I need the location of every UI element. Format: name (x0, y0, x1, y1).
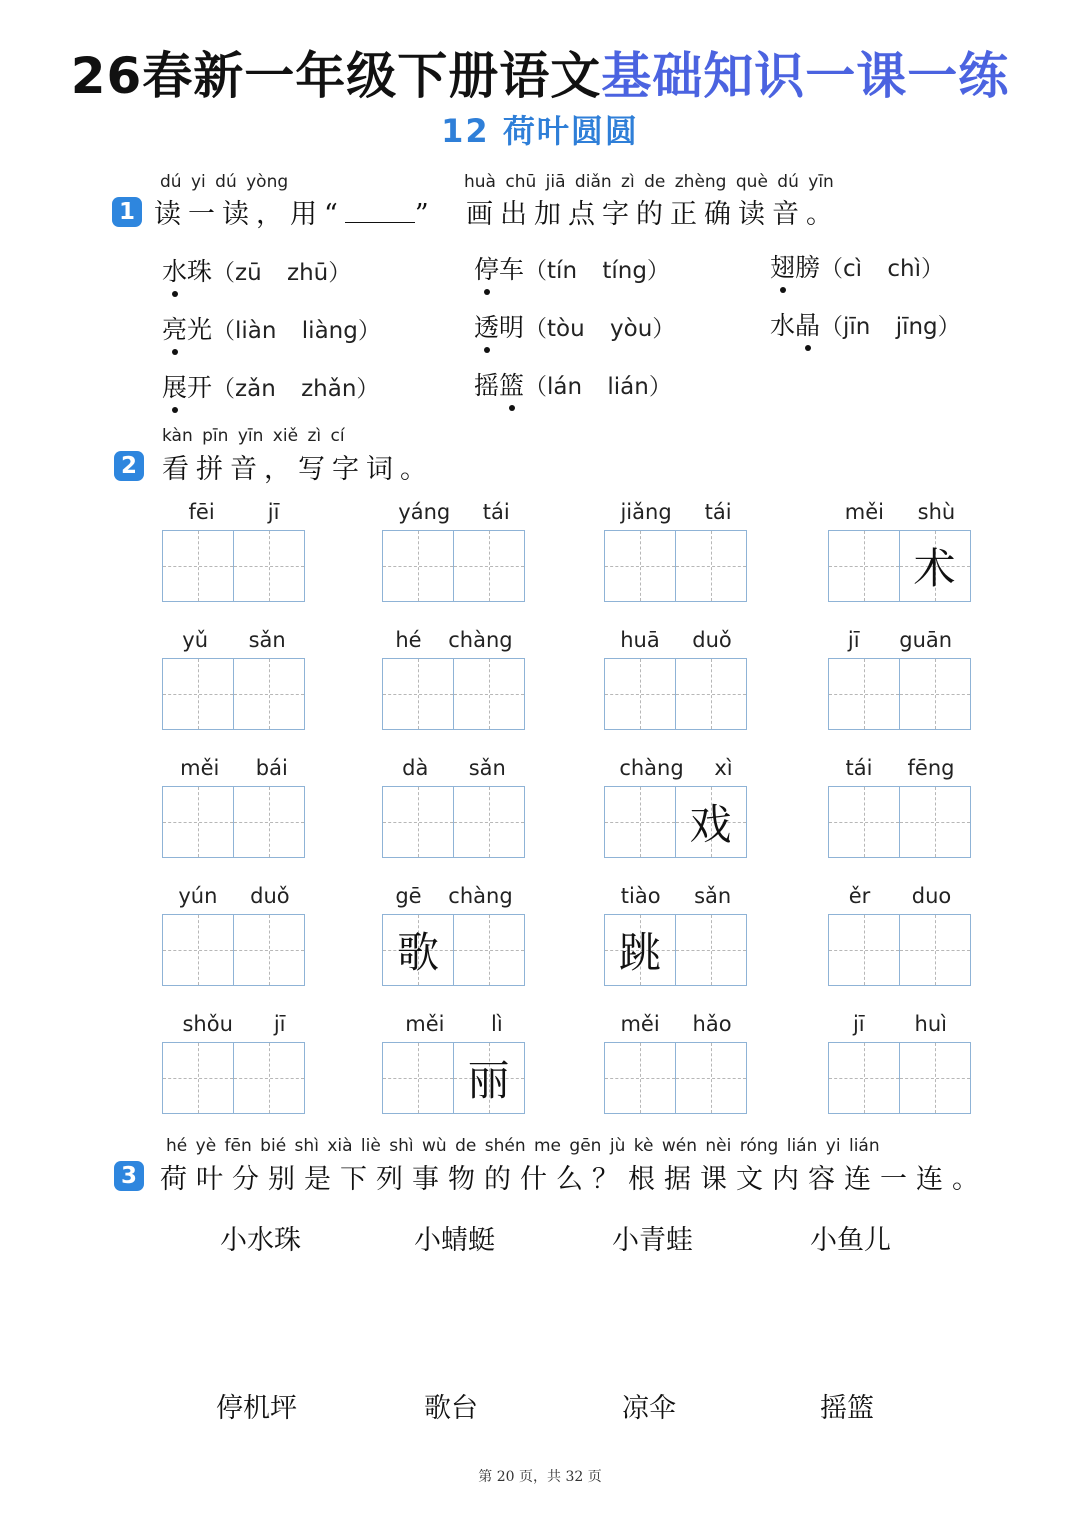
writing-cell[interactable] (233, 1042, 305, 1114)
word-pinyin (382, 500, 526, 530)
q1-item-char: 摇 (474, 371, 500, 400)
q2-instruction: 看拼音，写字词。 (162, 454, 434, 485)
word-pinyin (604, 500, 748, 530)
match-item-bottom[interactable]: 停机坪 (216, 1393, 297, 1424)
pinyin-syllable: lì (491, 1012, 503, 1036)
pinyin-syllable: hé (395, 628, 422, 652)
writing-cell[interactable] (233, 786, 305, 858)
q1-item[interactable] (162, 310, 381, 346)
q1-item-char: 水 (770, 311, 796, 340)
writing-cell[interactable] (233, 658, 305, 730)
word-box (604, 500, 748, 602)
q1-item[interactable] (770, 248, 944, 284)
writing-cell[interactable] (899, 658, 971, 730)
word-pinyin (828, 500, 972, 530)
word-pinyin (162, 1012, 306, 1042)
pinyin-syllable: měi (180, 756, 220, 780)
match-item-bottom[interactable]: 歌台 (424, 1393, 478, 1424)
pinyin-syllable: tái (845, 756, 873, 780)
writing-cell[interactable] (828, 530, 900, 602)
pinyin-syllable: jī (273, 1012, 286, 1036)
writing-cell[interactable] (899, 1042, 971, 1114)
pinyin-syllable: chàng (448, 884, 513, 908)
word-pinyin (162, 628, 306, 658)
writing-cell[interactable] (604, 1042, 676, 1114)
writing-cell[interactable] (162, 1042, 234, 1114)
q1-item-char: 车 (499, 255, 525, 284)
writing-cell[interactable] (899, 786, 971, 858)
lesson-title: 12 荷叶圆圆 (441, 112, 639, 150)
q1-pinyin-b: huà chū jiā diǎn zì de zhèng què dú yīn (464, 172, 834, 192)
q1-text-b: ” (414, 199, 436, 230)
word-box (604, 884, 748, 986)
word-box (604, 1012, 748, 1114)
writing-cell[interactable] (382, 914, 454, 986)
word-pinyin (604, 756, 748, 786)
q1-item-options: （zū zhū） (212, 260, 352, 286)
pinyin-syllable: yún (178, 884, 218, 908)
pinyin-syllable: ěr (848, 884, 871, 908)
q2-pinyin: kàn pīn yīn xiě zì cí (162, 426, 345, 446)
pinyin-syllable: tái (482, 500, 510, 524)
q1-item-options: （zǎn zhǎn） (212, 376, 380, 402)
tianzige-cells (162, 1042, 306, 1114)
word-box (382, 628, 526, 730)
writing-cell[interactable] (828, 786, 900, 858)
q1-item-char: 珠 (187, 257, 213, 286)
tianzige-cells (604, 530, 748, 602)
word-pinyin (828, 884, 972, 914)
word-pinyin (828, 1012, 972, 1042)
given-char: 歌 (396, 928, 439, 977)
tianzige-cells (382, 786, 526, 858)
tianzige-cells (604, 1042, 748, 1114)
pinyin-syllable: tiào (620, 884, 661, 908)
q1-item[interactable] (474, 250, 670, 286)
tianzige-cells (828, 530, 972, 602)
tianzige-cells (162, 914, 306, 986)
writing-cell[interactable] (453, 914, 525, 986)
writing-cell[interactable] (828, 658, 900, 730)
q1-instruction-c: 画出加点字的正确读音。 (466, 199, 840, 230)
q1-item-options: （lán lián） (524, 374, 672, 400)
tianzige-cells (828, 786, 972, 858)
word-pinyin (382, 1012, 526, 1042)
word-pinyin (604, 1012, 748, 1042)
q1-item-char: 开 (187, 373, 213, 402)
word-pinyin (382, 884, 526, 914)
tianzige-cells (162, 786, 306, 858)
match-item-bottom[interactable]: 凉伞 (622, 1393, 676, 1424)
tianzige-cells (162, 530, 306, 602)
tianzige-cells (382, 530, 526, 602)
q1-item[interactable] (162, 368, 379, 404)
writing-cell[interactable] (233, 530, 305, 602)
writing-cell[interactable] (604, 786, 676, 858)
title-main: 26春新一年级下册语文 (70, 47, 602, 105)
q1-item[interactable] (474, 366, 672, 402)
pinyin-syllable: duǒ (692, 628, 732, 652)
pinyin-syllable: chàng (619, 756, 684, 780)
word-pinyin (604, 884, 748, 914)
writing-cell[interactable] (453, 658, 525, 730)
pinyin-syllable: fēi (188, 500, 215, 524)
match-item-top[interactable]: 小蜻蜓 (414, 1225, 495, 1256)
word-box (162, 1012, 306, 1114)
word-pinyin (828, 628, 972, 658)
q1-item-options: （tòu yòu） (524, 316, 676, 342)
writing-cell[interactable] (453, 530, 525, 602)
writing-cell[interactable] (899, 530, 971, 602)
word-box (162, 884, 306, 986)
writing-cell[interactable] (382, 658, 454, 730)
q1-item-options: （liàn liàng） (212, 318, 381, 344)
tianzige-cells (828, 914, 972, 986)
q1-item-options: （jīn jīng） (820, 314, 961, 340)
pinyin-syllable: chàng (448, 628, 513, 652)
pinyin-syllable: duǒ (250, 884, 290, 908)
pinyin-syllable: sǎn (694, 884, 732, 908)
q1-item-char: 膀 (795, 253, 821, 282)
pinyin-syllable: fēng (907, 756, 955, 780)
writing-cell[interactable] (233, 914, 305, 986)
word-pinyin (382, 628, 526, 658)
pinyin-syllable: měi (620, 1012, 660, 1036)
word-box (162, 756, 306, 858)
tianzige-cells (382, 658, 526, 730)
pinyin-syllable: xì (714, 756, 733, 780)
title-highlight: 基础知识一课一练 (601, 47, 1010, 105)
pinyin-syllable: sǎn (248, 628, 286, 652)
pinyin-syllable: jī (852, 1012, 865, 1036)
pinyin-syllable: shù (917, 500, 956, 524)
word-pinyin (162, 500, 306, 530)
pinyin-syllable: dà (402, 756, 429, 780)
match-item-bottom[interactable]: 摇篮 (820, 1393, 874, 1424)
writing-cell[interactable] (382, 786, 454, 858)
q2-number-badge: 2 (114, 451, 144, 481)
page-title (0, 44, 1080, 108)
writing-cell[interactable] (675, 914, 747, 986)
given-char: 戏 (689, 800, 732, 849)
match-item-top[interactable]: 小鱼儿 (810, 1225, 891, 1256)
q1-item-char: 光 (187, 315, 213, 344)
word-box (828, 1012, 972, 1114)
word-box (382, 756, 526, 858)
writing-cell[interactable] (899, 914, 971, 986)
q1-item-dotted-char: 篮 (499, 366, 524, 402)
q1-instruction-a (154, 192, 436, 231)
q1-item-dotted-char: 亮 (162, 310, 187, 346)
page-number: 第 20 页，共 32 页 (478, 1469, 602, 1485)
word-box (162, 628, 306, 730)
q1-item-options: （tín tíng） (524, 258, 670, 284)
word-pinyin (382, 756, 526, 786)
word-pinyin (828, 756, 972, 786)
pinyin-syllable: huì (914, 1012, 948, 1036)
q3-number-badge: 3 (114, 1161, 144, 1191)
writing-cell[interactable] (828, 914, 900, 986)
pinyin-syllable: guān (899, 628, 953, 652)
word-box (382, 1012, 526, 1114)
word-box (828, 884, 972, 986)
word-box (604, 756, 748, 858)
pinyin-syllable: shǒu (182, 1012, 233, 1036)
writing-cell[interactable] (675, 530, 747, 602)
pinyin-syllable: jī (847, 628, 860, 652)
q1-item-dotted-char: 水 (162, 252, 187, 288)
pinyin-syllable: sǎn (468, 756, 506, 780)
pinyin-syllable: bái (255, 756, 288, 780)
writing-cell[interactable] (162, 658, 234, 730)
word-box (382, 500, 526, 602)
pinyin-syllable: tái (704, 500, 732, 524)
word-box (828, 756, 972, 858)
tianzige-cells (604, 786, 748, 858)
q1-item-dotted-char: 透 (474, 308, 499, 344)
tianzige-cells (382, 1042, 526, 1114)
q1-item-dotted-char: 翅 (770, 248, 795, 284)
q1-item-dotted-char: 晶 (795, 306, 820, 342)
tianzige-cells (604, 658, 748, 730)
q1-item-dotted-char: 停 (474, 250, 499, 286)
pinyin-syllable: yáng (398, 500, 451, 524)
answer-blank-line (345, 204, 415, 223)
word-box (162, 500, 306, 602)
pinyin-syllable: duo (911, 884, 952, 908)
pinyin-syllable: huā (620, 628, 660, 652)
q1-item[interactable] (770, 306, 961, 342)
given-char: 跳 (618, 928, 661, 977)
writing-cell[interactable] (162, 786, 234, 858)
q1-item-dotted-char: 展 (162, 368, 187, 404)
writing-cell[interactable] (675, 1042, 747, 1114)
pinyin-syllable: jiǎng (620, 500, 672, 524)
q3-instruction: 荷叶分别是下列事物的什么？根据课文内容连一连。 (160, 1164, 988, 1195)
pinyin-syllable: jī (267, 500, 280, 524)
writing-cell[interactable] (453, 786, 525, 858)
match-item-top[interactable]: 小水珠 (220, 1225, 301, 1256)
word-pinyin (162, 884, 306, 914)
tianzige-cells (828, 1042, 972, 1114)
writing-cell[interactable] (162, 530, 234, 602)
tianzige-cells (162, 658, 306, 730)
q1-pinyin-a: dú yi dú yòng (160, 172, 289, 192)
word-box (828, 628, 972, 730)
writing-cell[interactable] (675, 786, 747, 858)
pinyin-syllable: yǔ (182, 628, 209, 652)
given-char: 术 (913, 544, 956, 593)
given-char: 丽 (467, 1056, 510, 1105)
tianzige-cells (604, 914, 748, 986)
q1-item[interactable] (474, 308, 675, 344)
writing-cell[interactable] (162, 914, 234, 986)
q1-number-badge: 1 (112, 197, 142, 227)
tianzige-cells (382, 914, 526, 986)
writing-cell[interactable] (604, 914, 676, 986)
q1-text-a: 读一读，用“ (154, 199, 345, 230)
writing-cell[interactable] (675, 658, 747, 730)
pinyin-syllable: měi (405, 1012, 445, 1036)
writing-cell[interactable] (828, 1042, 900, 1114)
q1-item-char: 明 (499, 313, 525, 342)
pinyin-syllable: hǎo (692, 1012, 732, 1036)
tianzige-cells (828, 658, 972, 730)
match-item-top[interactable]: 小青蛙 (612, 1225, 693, 1256)
pinyin-syllable: gē (395, 884, 422, 908)
q1-item[interactable] (162, 252, 351, 288)
writing-cell[interactable] (604, 530, 676, 602)
writing-cell[interactable] (382, 530, 454, 602)
q3-pinyin: hé yè fēn bié shì xià liè shì wù de shén me gēn jù kè wén nèi róng lián yi lián (166, 1136, 880, 1156)
writing-cell[interactable] (604, 658, 676, 730)
word-pinyin (604, 628, 748, 658)
pinyin-syllable: měi (844, 500, 885, 524)
writing-cell[interactable] (453, 1042, 525, 1114)
q1-item-options: （cì chì） (820, 256, 944, 282)
word-box (382, 884, 526, 986)
writing-cell[interactable] (382, 1042, 454, 1114)
word-box (604, 628, 748, 730)
word-box (828, 500, 972, 602)
word-pinyin (162, 756, 306, 786)
